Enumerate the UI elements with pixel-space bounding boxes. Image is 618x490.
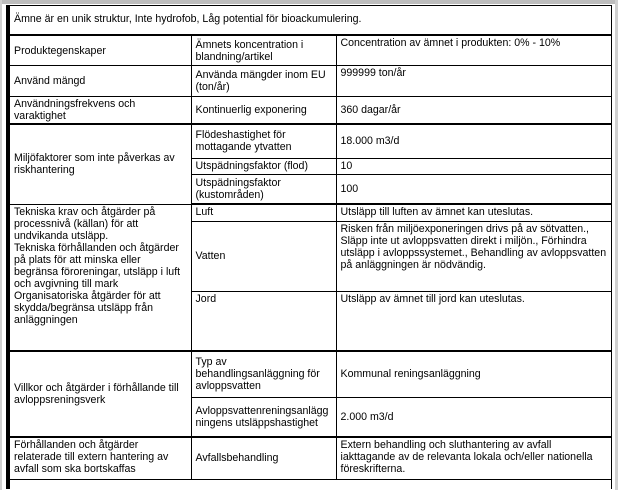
row-parameter: Kontinuerlig exponering — [191, 97, 336, 125]
row-label: Förhållanden och åtgärder relaterade till extern hantering av avfall som ska bortskaffas — [10, 437, 191, 479]
page-edge-left — [0, 0, 2, 490]
row-parameter: Luft — [191, 204, 336, 221]
table-row — [10, 124, 612, 158]
row-value: 999999 ton/år — [336, 66, 612, 97]
row-parameter: Ämnets koncentration i blandning/artikel — [191, 36, 336, 66]
row-value: Utsläpp till luften av ämnet kan uteslutas. — [336, 204, 612, 221]
row-parameter: Typ av behandlingsanläggning för avloppsvatten — [191, 351, 336, 397]
row-value: 100 — [336, 174, 612, 204]
row-label: Villkor och åtgärder i förhållande till avloppsreningsverk — [10, 351, 191, 437]
intro-text: Ämne är en unik struktur, Inte hydrofob, Låg potential för bioackumulering. — [10, 6, 611, 35]
page-edge-top — [0, 0, 618, 4]
row-value: 10 — [336, 158, 612, 174]
table-row — [10, 36, 612, 66]
row-label: Miljöfaktorer som inte påverkas av riskhantering — [10, 124, 191, 204]
row-value: 2.000 m3/d — [336, 397, 612, 437]
row-value: 18.000 m3/d — [336, 124, 612, 158]
table-row — [10, 97, 612, 125]
row-value: Risken från miljöexponeringen drivs på av sötvatten., Släpp inte ut avloppsvatten direkt i miljön., Förhindra utsläpp i avloppssystemet., Behandling av avloppsvatten på anläggningen är nödvändig. — [336, 221, 612, 291]
row-value: Concentration av ämnet i produkten: 0% - 10% — [336, 36, 612, 66]
row-parameter: Jord — [191, 291, 336, 351]
table-row — [10, 66, 612, 97]
document-page — [6, 5, 612, 489]
row-parameter: Avloppsvattenreningsanläggningens utsläppshastighet — [191, 397, 336, 437]
row-parameter: Utspädningsfaktor (flod) — [191, 158, 336, 174]
row-parameter: Använda mängder inom EU (ton/år) — [191, 66, 336, 97]
row-value: Kommunal reningsanläggning — [336, 351, 612, 397]
row-label: Produktegenskaper — [10, 36, 191, 66]
table-row — [10, 204, 612, 221]
row-label: Användningsfrekvens och varaktighet — [10, 97, 191, 125]
row-parameter: Avfallsbehandling — [191, 437, 336, 479]
row-value: 360 dagar/år — [336, 97, 612, 125]
table-row — [10, 437, 612, 479]
row-value: Extern behandling och sluthantering av avfall iakttagande av de relevanta lokala och/eller nationella föreskrifterna. — [336, 437, 612, 479]
row-value: Utsläpp av ämnet till jord kan uteslutas. — [336, 291, 612, 351]
exposure-table — [10, 35, 612, 480]
row-label: Tekniska krav och åtgärder på processnivå (källan) för att undvikanda utsläpp. Tekniska förhållanden och åtgärder på plats för att minska eller begränsa föroreningar, utsläpp i luft och avgivning till mark Organisatoriska åtgärder för att skydda/begränsa utsläpp från anläggningen — [10, 204, 191, 351]
row-parameter: Flödeshastighet för mottagande ytvatten — [191, 124, 336, 158]
row-label: Använd mängd — [10, 66, 191, 97]
row-parameter: Utspädningsfaktor (kustområden) — [191, 174, 336, 204]
table-row — [10, 351, 612, 397]
row-parameter: Vatten — [191, 221, 336, 291]
